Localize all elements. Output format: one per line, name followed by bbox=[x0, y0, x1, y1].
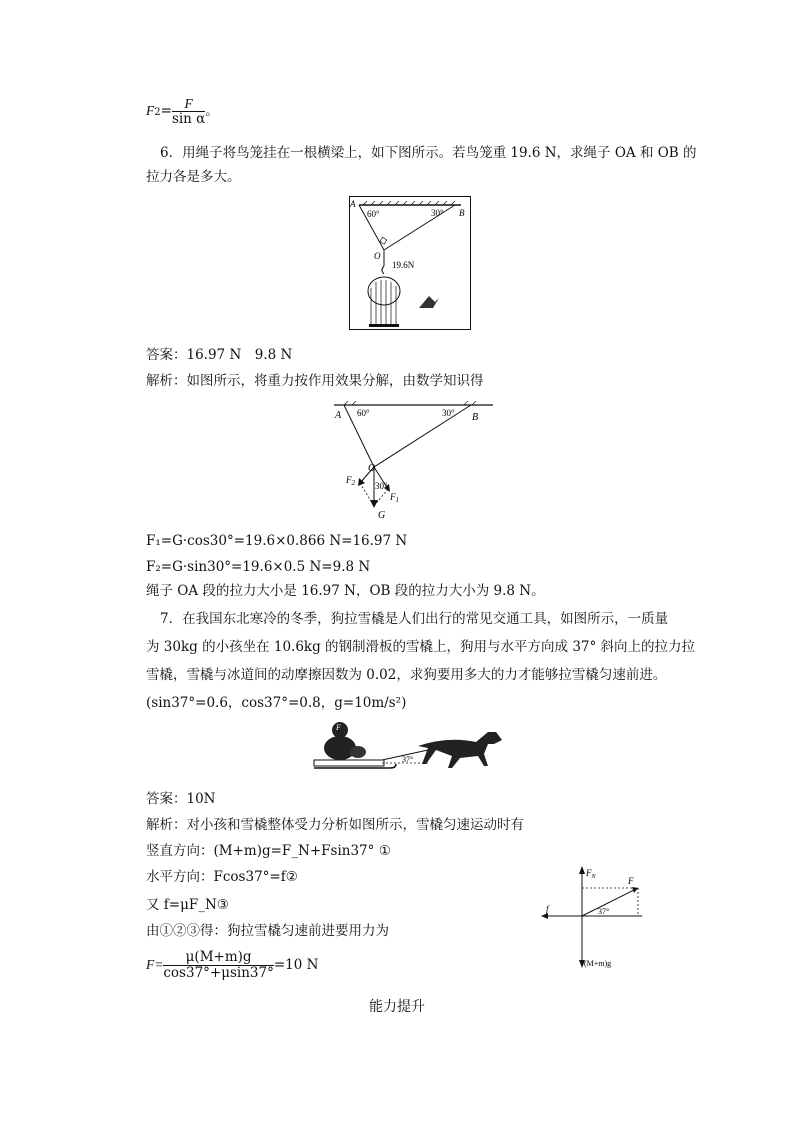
final-rhs: =10 N bbox=[273, 957, 319, 973]
angle-37: 37° bbox=[598, 907, 610, 916]
angle-30: 30° bbox=[431, 208, 444, 218]
label-a: A bbox=[335, 410, 342, 421]
weight-label: 19.6N bbox=[392, 260, 415, 270]
q7-final-formula bbox=[146, 950, 318, 981]
label-o: O bbox=[368, 463, 376, 474]
birdcage-figure bbox=[349, 196, 471, 330]
formula-end: 。 bbox=[205, 103, 219, 119]
formula-sub: 2 bbox=[154, 107, 161, 118]
label-weight: (M+m)g bbox=[584, 959, 612, 968]
label-f: F bbox=[628, 876, 634, 886]
label-b: B bbox=[472, 412, 479, 423]
q6-f2-formula: F₂=G·sin30°=19.6×0.5 N=9.8 N bbox=[146, 559, 371, 575]
force-decomposition-figure bbox=[334, 396, 494, 521]
q6-answer: 答案：16.97 N 9.8 N bbox=[146, 347, 293, 363]
final-fraction bbox=[163, 950, 274, 981]
fraction-num: F bbox=[172, 96, 205, 112]
force-label: F bbox=[336, 723, 341, 732]
label-g: G bbox=[378, 510, 386, 521]
q7-text-1: 7．在我国东北寒冷的冬季，狗拉雪橇是人们出行的常见交通工具，如图所示，一质量 bbox=[160, 611, 669, 627]
q7-answer: 答案：10N bbox=[146, 791, 216, 807]
formula-lhs: F bbox=[146, 103, 155, 118]
sled-force-diagram bbox=[538, 862, 668, 970]
q6-text-1: 6．用绳子将鸟笼挂在一根横梁上，如下图所示。若鸟笼重 19.6 N，求绳子 OA 和 OB 的 bbox=[160, 145, 697, 161]
q7-vertical: 竖直方向：(M+m)g=F_N+Fsin37° ① bbox=[146, 843, 391, 859]
label-f1: $F_1$ bbox=[390, 492, 399, 504]
q6-conclusion: 绳子 OA 段的拉力大小是 16.97 N，OB 段的拉力大小为 9.8 N。 bbox=[146, 583, 545, 599]
label-f2: $F_2$ bbox=[346, 475, 355, 487]
final-num: μ(M+m)g bbox=[163, 950, 274, 966]
label-o: O bbox=[374, 251, 381, 261]
q6-text-2: 拉力各是多大。 bbox=[146, 169, 241, 185]
angle-60: 60° bbox=[367, 209, 380, 219]
angle-30: 30° bbox=[442, 408, 455, 418]
q7-analysis: 解析：对小孩和雪橇整体受力分析如图所示，雪橇匀速运动时有 bbox=[146, 817, 524, 833]
final-lhs: F= bbox=[146, 957, 164, 972]
q7-horizontal: 水平方向：Fcos37°=f② bbox=[146, 869, 298, 885]
label-friction: f bbox=[546, 904, 549, 914]
label-fn: $F_N$ bbox=[586, 868, 596, 880]
q7-text-4: (sin37°=0.6，cos37°=0.8，g=10m/s²) bbox=[146, 695, 407, 711]
angle-o-30: 30° bbox=[375, 481, 388, 491]
formula-fraction bbox=[172, 96, 205, 127]
angle-60: 60° bbox=[357, 408, 370, 418]
section-heading: 能力提升 bbox=[369, 999, 425, 1015]
final-den: cos37°+μsin37° bbox=[163, 965, 274, 981]
q7-text-2: 为 30kg 的小孩坐在 10.6kg 的钢制滑板的雪橇上，狗用与水平方向成 37° 斜向上的拉力拉 bbox=[146, 639, 696, 655]
angle-37: 37° bbox=[402, 755, 414, 764]
fraction-den: sin α bbox=[171, 111, 206, 127]
q7-combine: 由①②③得：狗拉雪橇匀速前进要用力为 bbox=[146, 923, 389, 939]
top-formula bbox=[146, 96, 219, 127]
label-a: A bbox=[350, 199, 356, 209]
q7-also: 又 f=μF_N③ bbox=[146, 897, 229, 913]
q6-analysis: 解析：如图所示，将重力按作用效果分解，由数学知识得 bbox=[146, 373, 484, 389]
formula-eq: = bbox=[160, 103, 172, 119]
label-b: B bbox=[459, 208, 465, 218]
q6-f1-formula: F₁=G·cos30°=19.6×0.866 N=16.97 N bbox=[146, 533, 408, 549]
q7-text-3: 雪橇，雪橇与冰道间的动摩擦因数为 0.02，求狗要用多大的力才能够拉雪橇匀速前进。 bbox=[146, 667, 667, 683]
dog-sled-figure bbox=[310, 716, 514, 776]
